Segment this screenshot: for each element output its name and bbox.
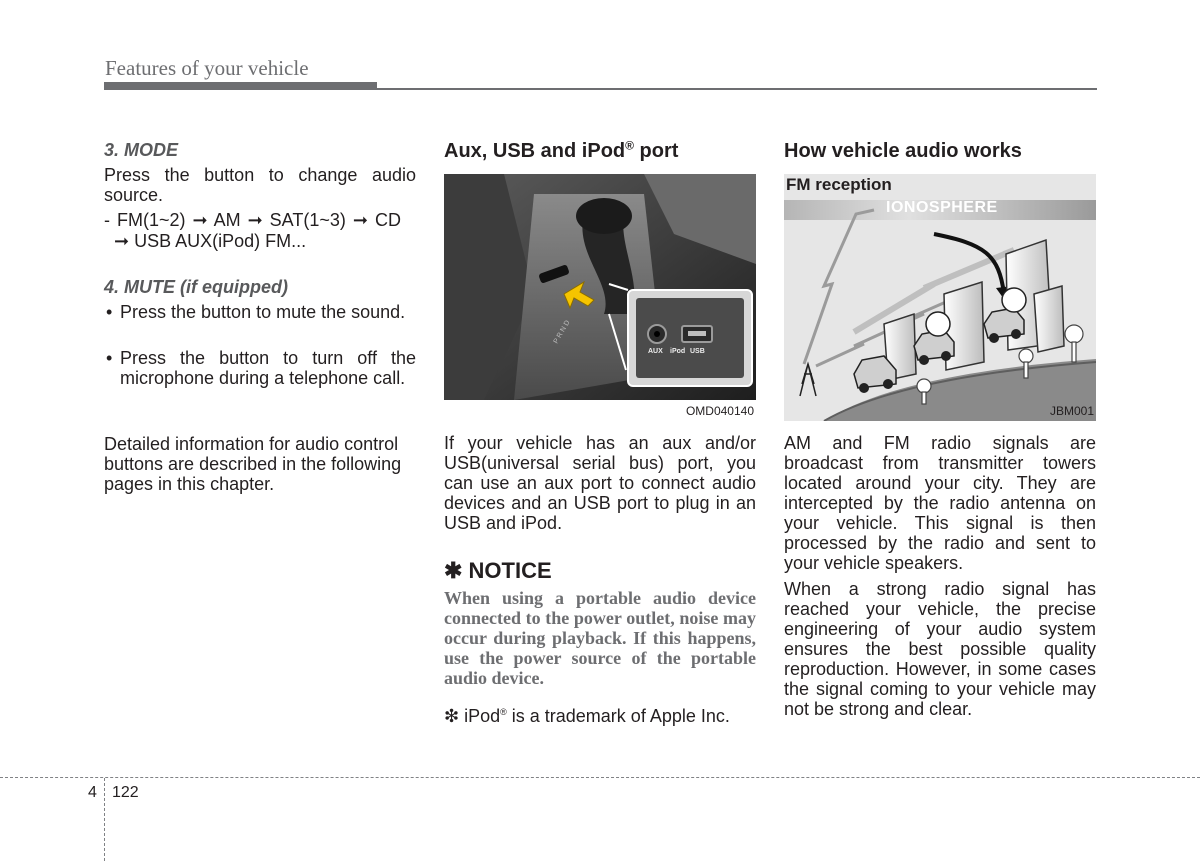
trademark-mark: ❇ [444, 706, 460, 726]
aux-usb-heading-text: Aux, USB and iPod [444, 140, 626, 162]
footer-dashed-rule [0, 777, 1200, 778]
header-rule-thick [104, 82, 377, 90]
console-photo [444, 174, 756, 421]
usb-port-label: USB [690, 348, 705, 355]
photo-caption-strip [444, 400, 756, 421]
fm-reception-diagram [784, 174, 1096, 421]
detail-text: Detailed information for audio control buttons are described in the following pages in this chapter. [104, 434, 402, 494]
console-photo-illustration [444, 174, 756, 400]
page-number: 122 [112, 784, 139, 801]
aux-usb-heading [444, 140, 756, 163]
footer-vertical-rule [104, 778, 105, 861]
trademark-registered-mark: ® [500, 707, 507, 717]
audio-works-para2: When a strong radio signal has reached your vehicle, the precise engineering of your audio system ensures the best possible quality reproduction. However, in some cases the signal coming to your vehicle may not be strong and clear. [784, 579, 1096, 719]
mode-sequence-line1: - FM(1~2) ➞ AM ➞ SAT(1~3) ➞ CD [104, 210, 401, 230]
aux-usb-body: If your vehicle has an aux and/or USB(universal serial bus) port, you can use an aux port to connect audio devices and an USB port to plug in an USB and iPod. [444, 433, 756, 533]
registered-mark: ® [625, 138, 634, 153]
audio-works-heading: How vehicle audio works [784, 140, 1022, 162]
trademark-note [444, 706, 756, 726]
mute-bullet-2: • Press the button to turn off the microphone during a telephone call. [104, 348, 416, 388]
aux-usb-heading-suffix: port [633, 140, 679, 162]
mode-text: Press the button to change audio source. [104, 165, 416, 205]
trademark-ipod: iPod [459, 706, 501, 726]
page-header-title: Features of your vehicle [105, 56, 309, 80]
header-rule-thin [377, 88, 1097, 90]
aux-port-label: AUX [648, 348, 663, 355]
mute-bullet-1: • Press the button to mute the sound. [104, 302, 416, 322]
notice-body: When using a portable audio device connected to the power outlet, noise may occur during playback. If this happens, use the power source of the portable audio device. [444, 588, 756, 688]
trademark-text: is a trademark of Apple Inc. [506, 706, 730, 726]
diagram-caption: JBM001 [1049, 404, 1094, 418]
mode-heading: 3. MODE [104, 140, 179, 160]
mode-sequence-line2: ➞ USB AUX(iPod) FM... [114, 231, 307, 251]
audio-works-para1: AM and FM radio signals are broadcast from transmitter towers located around your city. They are intercepted by the radio antenna on your vehicle. This signal is then processed by the radio and sent to your vehicle speakers. [784, 433, 1096, 573]
ipod-port-label: iPod [670, 348, 686, 355]
fm-reception-label: FM reception [786, 175, 892, 194]
chapter-number: 4 [88, 784, 97, 801]
svg-text:P R N D: P R N D [552, 319, 572, 345]
mute-heading: 4. MUTE (if equipped) [104, 277, 288, 297]
notice-title: ✱ NOTICE [444, 558, 552, 583]
photo-caption: OMD040140 [685, 404, 754, 418]
ionosphere-label: IONOSPHERE [886, 199, 998, 216]
